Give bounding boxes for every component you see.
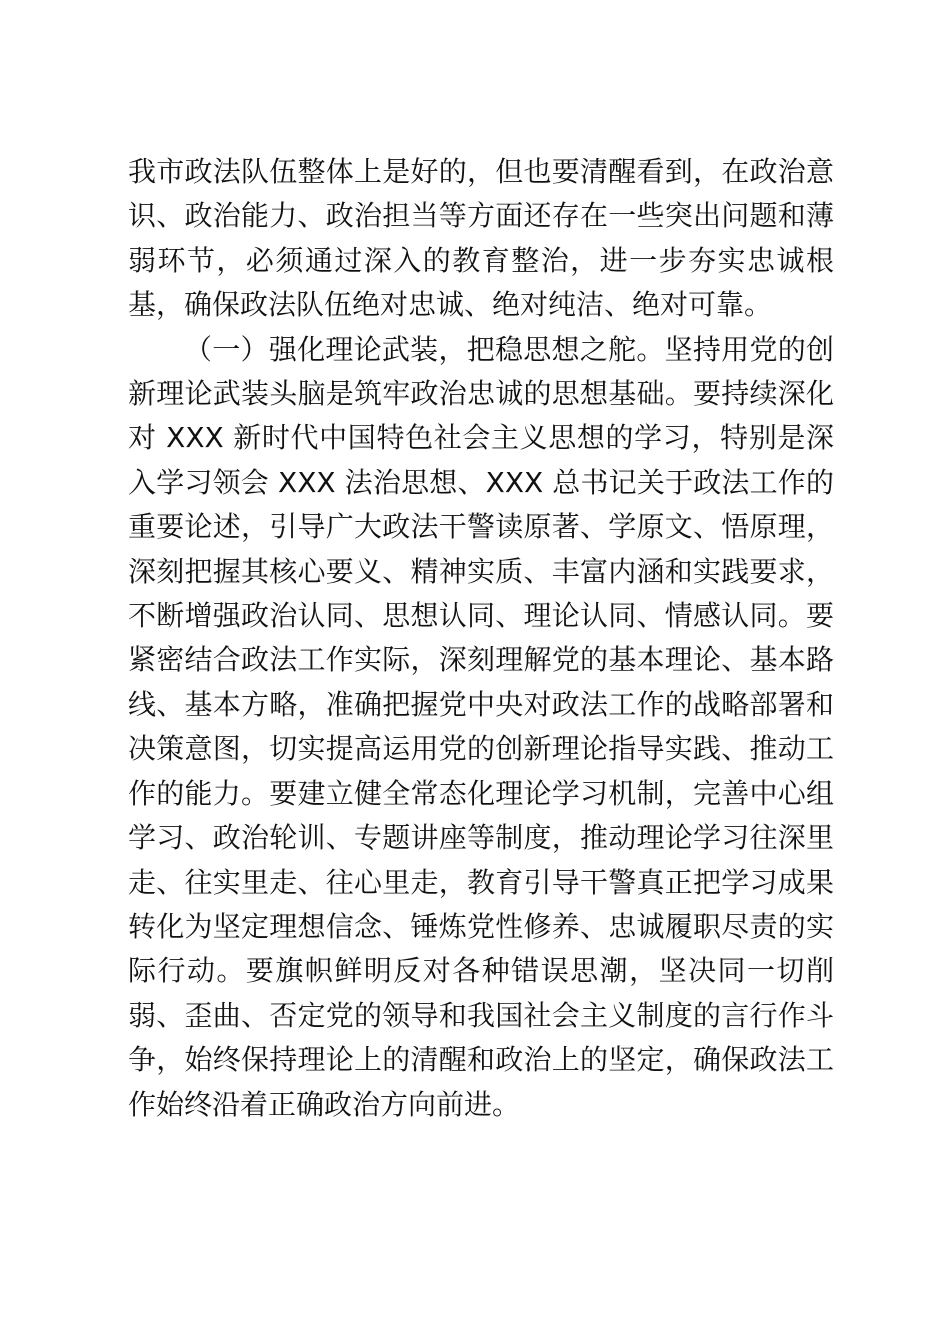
document-body [128, 150, 834, 1127]
paragraph-intro: 我市政法队伍整体上是好的，但也要清醒看到，在政治意识、政治能力、政治担当等方面还存在一些突出问题和薄弱环节，必须通过深入的教育整治，进一步夯实忠诚根基，确保政法队伍绝对忠诚、绝对纯洁、绝对可靠。 [128, 155, 834, 322]
paragraph-section-1: （一）强化理论武装，把稳思想之舵。坚持用党的创新理论武装头脑是筑牢政治忠诚的思想基础。要持续深化对 XXX 新时代中国特色社会主义思想的学习，特别是深入学习领会 XXX 法治思想、XXX 总书记关于政法工作的重要论述，引导广大政法干警读原著、学原文、悟原理，深刻把握其核心要义、精神实质、丰富内涵和实践要求，不断增强政治认同、思想认同、理论认同、情感认同。要紧密结合政法工作实际，深刻理解党的基本理论、基本路线、基本方略，准确把握党中央对政法工作的战略部署和决策意图，切实提高运用党的创新理论指导实践、推动工作的能力。要建立健全常态化理论学习机制，完善中心组学习、政治轮训、专题讲座等制度，推动理论学习往深里走、往实里走、往心里走，教育引导干警真正把学习成果转化为坚定理想信念、锤炼党性修养、忠诚履职尽责的实际行动。要旗帜鲜明反对各种错误思潮，坚决同一切削弱、歪曲、否定党的领导和我国社会主义制度的言行作斗争，始终保持理论上的清醒和政治上的坚定，确保政法工作始终沿着正确政治方向前进。 [128, 332, 834, 1121]
